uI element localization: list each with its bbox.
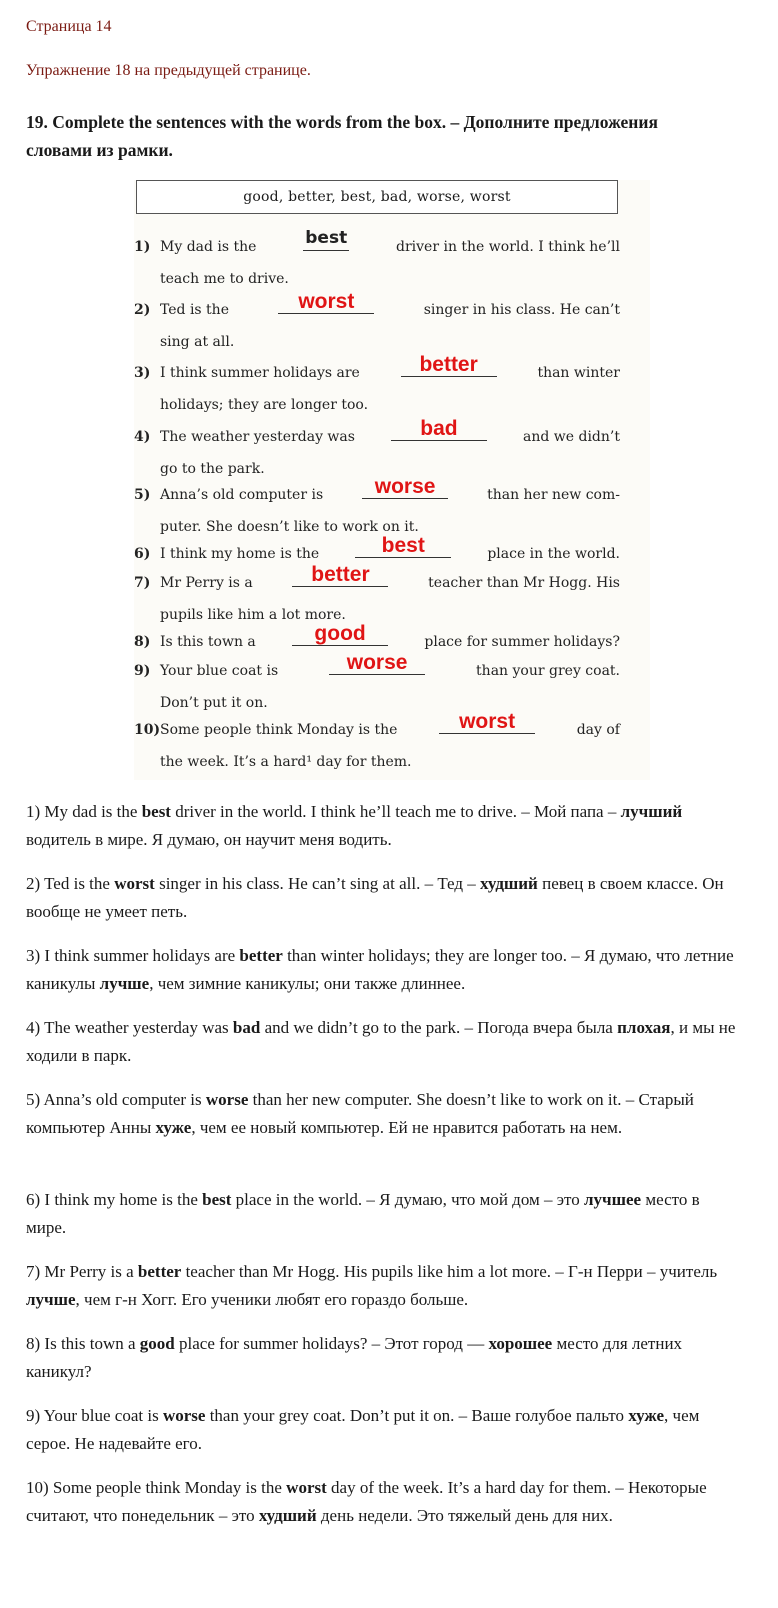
- translation-paragraph: [26, 1086, 742, 1142]
- translation-paragraph: [26, 798, 742, 854]
- translation-text: место для летних каникул?: [26, 1334, 683, 1381]
- sentence-end: place for summer holidays?: [424, 634, 620, 650]
- sentence-end: day of: [576, 722, 620, 738]
- translation-text: than your grey coat. Don’t put it on. – Ваше голубое пальто: [205, 1406, 629, 1425]
- highlighted-word: better: [137, 1262, 182, 1281]
- item-number: 6): [134, 546, 151, 562]
- answer-word: worse: [374, 475, 436, 498]
- translation-text: , чем зимние каникулы; они также длиннее.: [149, 974, 466, 993]
- translation-text: day of the week. It’s a hard day for them. – Некоторые считают, что понедельник – это: [26, 1478, 707, 1525]
- translation-paragraph: [26, 1014, 742, 1070]
- answer-word: worse: [346, 651, 408, 674]
- sentence-end: place in the world.: [487, 546, 620, 562]
- sentence-end: than her new com-: [487, 487, 620, 503]
- sentence-continuation: the week. It’s a hard¹ day for them.: [160, 754, 412, 770]
- translation-text: место в мире.: [26, 1190, 700, 1237]
- highlighted-word: худший: [480, 874, 538, 893]
- sentence-start: Anna’s old computer is: [160, 487, 324, 503]
- answer-word: best: [305, 228, 348, 248]
- answer-blank: [401, 353, 497, 377]
- answer-blank: [292, 622, 388, 646]
- answer-word: good: [314, 622, 366, 645]
- translation-text: place for summer holidays? – Этот город —: [174, 1334, 489, 1353]
- highlighted-word: bad: [232, 1018, 261, 1037]
- translation-text: 2) Ted is the: [26, 874, 115, 893]
- item-number: 2): [134, 302, 151, 318]
- translation-text: 3) I think summer holidays are: [26, 946, 240, 965]
- answer-blank: [391, 417, 487, 441]
- sentence-continuation: puter. She doesn’t like to work on it.: [160, 519, 419, 535]
- translation-text: driver in the world. I think he’ll teach me to drive. – Мой папа –: [170, 802, 621, 821]
- answer-word: better: [311, 563, 370, 586]
- item-text: [160, 651, 620, 718]
- sentence-start: My dad is the: [160, 239, 257, 255]
- item-text: [160, 290, 620, 357]
- translation-text: 5) Anna’s old computer is: [26, 1090, 206, 1109]
- answer-blank: [439, 710, 535, 734]
- exercise-heading: 19. Complete the sentences with the words from the box. – Дополните предложения словами из рамки.: [26, 112, 658, 160]
- highlighted-word: worse: [162, 1406, 206, 1425]
- item-number: 8): [134, 634, 151, 650]
- item-number: 4): [134, 429, 151, 445]
- sentence-end: than your grey coat.: [476, 663, 620, 679]
- translation-text: teacher than Mr Hogg. His pupils like him a lot more. – Г-н Перри – учитель: [181, 1262, 718, 1281]
- sentence-continuation: Don’t put it on.: [160, 695, 268, 711]
- translation-text: 10) Some people think Monday is the: [26, 1478, 287, 1497]
- translation-text: , чем ее новый компьютер. Ей не нравится работать на нем.: [191, 1118, 623, 1137]
- translation-paragraph: [26, 1258, 742, 1314]
- highlighted-word: хуже: [155, 1118, 192, 1137]
- sentence-end: and we didn’t: [522, 429, 620, 445]
- translation-text: , чем г-н Хогг. Его ученики любят его гораздо больше.: [75, 1290, 469, 1309]
- sentence-start: The weather yesterday was: [160, 429, 355, 445]
- answer-blank: [292, 563, 388, 587]
- answer-blank: [303, 228, 349, 251]
- translation-text: 6) I think my home is the: [26, 1190, 203, 1209]
- translation-text: and we didn’t go to the park. – Погода вчера была: [260, 1018, 618, 1037]
- item-text: [160, 710, 620, 777]
- sentence-end: singer in his class. He can’t: [423, 302, 620, 318]
- translation-paragraph: [26, 1402, 742, 1458]
- highlighted-word: хорошее: [488, 1334, 553, 1353]
- answer-blank: [355, 534, 451, 558]
- highlighted-word: best: [141, 802, 171, 821]
- sentence-start: Is this town a: [160, 634, 256, 650]
- answer-word: worst: [298, 290, 355, 313]
- translation-text: place in the world. – Я думаю, что мой дом – это: [231, 1190, 585, 1209]
- sentence-start: Your blue coat is: [160, 663, 279, 679]
- answer-word: better: [419, 353, 478, 376]
- item-text: [160, 563, 620, 630]
- item-number: 7): [134, 575, 151, 591]
- translation-text: singer in his class. He can’t sing at all. – Тед –: [154, 874, 481, 893]
- sentence-continuation: holidays; they are longer too.: [160, 397, 369, 413]
- highlighted-word: good: [139, 1334, 175, 1353]
- translation-text: than her new computer. She doesn’t like to work on it. – Старый компьютер Анны: [26, 1090, 694, 1137]
- translation-text: водитель в мире. Я думаю, он научит меня водить.: [26, 830, 392, 849]
- item-number: 1): [134, 239, 151, 255]
- translation-text: 7) Mr Perry is a: [26, 1262, 138, 1281]
- translation-text: певец в своем классе. Он вообще не умеет петь.: [26, 874, 724, 921]
- translation-paragraph: [26, 1186, 742, 1242]
- sentence-continuation: sing at all.: [160, 334, 235, 350]
- answer-blank: [362, 475, 448, 499]
- translation-paragraph: [26, 870, 742, 926]
- item-number: 5): [134, 487, 151, 503]
- item-number: 3): [134, 365, 151, 381]
- word-box: good, better, best, bad, worse, worst: [136, 180, 618, 214]
- highlighted-word: лучше: [99, 974, 150, 993]
- translation-text: 4) The weather yesterday was: [26, 1018, 233, 1037]
- previous-exercise-link[interactable]: Упражнение 18 на предыдущей странице.: [26, 62, 311, 79]
- sentence-end: than winter: [537, 365, 620, 381]
- translation-paragraph: [26, 1474, 742, 1530]
- sentence-start: Ted is the: [160, 302, 229, 318]
- translation-text: день недели. Это тяжелый день для них.: [316, 1506, 613, 1525]
- highlighted-word: худший: [258, 1506, 317, 1525]
- item-number: 10): [134, 722, 161, 738]
- highlighted-word: best: [202, 1190, 232, 1209]
- textbook-scan: [134, 180, 650, 780]
- answer-word: best: [381, 534, 425, 557]
- highlighted-word: worse: [205, 1090, 249, 1109]
- translation-text: 9) Your blue coat is: [26, 1406, 163, 1425]
- translation-text: than winter holidays; they are longer too. – Я думаю, что летние каникулы: [26, 946, 734, 993]
- answer-word: worst: [459, 710, 516, 733]
- highlighted-word: better: [239, 946, 283, 965]
- translation-paragraph: [26, 942, 742, 998]
- highlighted-word: worst: [286, 1478, 327, 1497]
- sentence-start: Mr Perry is a: [160, 575, 253, 591]
- highlighted-word: лучше: [26, 1290, 76, 1309]
- translation-paragraph: [26, 1330, 742, 1386]
- highlighted-word: worst: [114, 874, 155, 893]
- translation-text: 8) Is this town a: [26, 1334, 140, 1353]
- item-text: [160, 228, 620, 294]
- answer-blank: [329, 651, 425, 675]
- sentence-end: driver in the world. I think he’ll: [396, 239, 620, 255]
- sentence-start: I think my home is the: [160, 546, 320, 562]
- answer-word: bad: [420, 417, 458, 440]
- sentence-end: teacher than Mr Hogg. His: [428, 575, 620, 591]
- page-link[interactable]: Страница 14: [26, 18, 112, 35]
- item-text: [160, 353, 620, 420]
- translation-text: 1) My dad is the: [26, 802, 142, 821]
- sentence-start: Some people think Monday is the: [160, 722, 398, 738]
- answer-blank: [278, 290, 374, 314]
- sentence-continuation: teach me to drive.: [160, 271, 289, 287]
- item-text: [160, 475, 620, 542]
- translation-text: , и мы не ходили в парк.: [26, 1018, 736, 1065]
- item-number: 9): [134, 663, 151, 679]
- sentence-continuation: go to the park.: [160, 461, 265, 477]
- highlighted-word: лучший: [620, 802, 683, 821]
- highlighted-word: плохая: [617, 1018, 671, 1037]
- item-text: [160, 534, 620, 569]
- highlighted-word: лучшее: [584, 1190, 642, 1209]
- translation-text: , чем серое. Не надевайте его.: [26, 1406, 700, 1453]
- sentence-start: I think summer holidays are: [160, 365, 360, 381]
- highlighted-word: хуже: [628, 1406, 665, 1425]
- sentence-continuation: pupils like him a lot more.: [160, 607, 346, 623]
